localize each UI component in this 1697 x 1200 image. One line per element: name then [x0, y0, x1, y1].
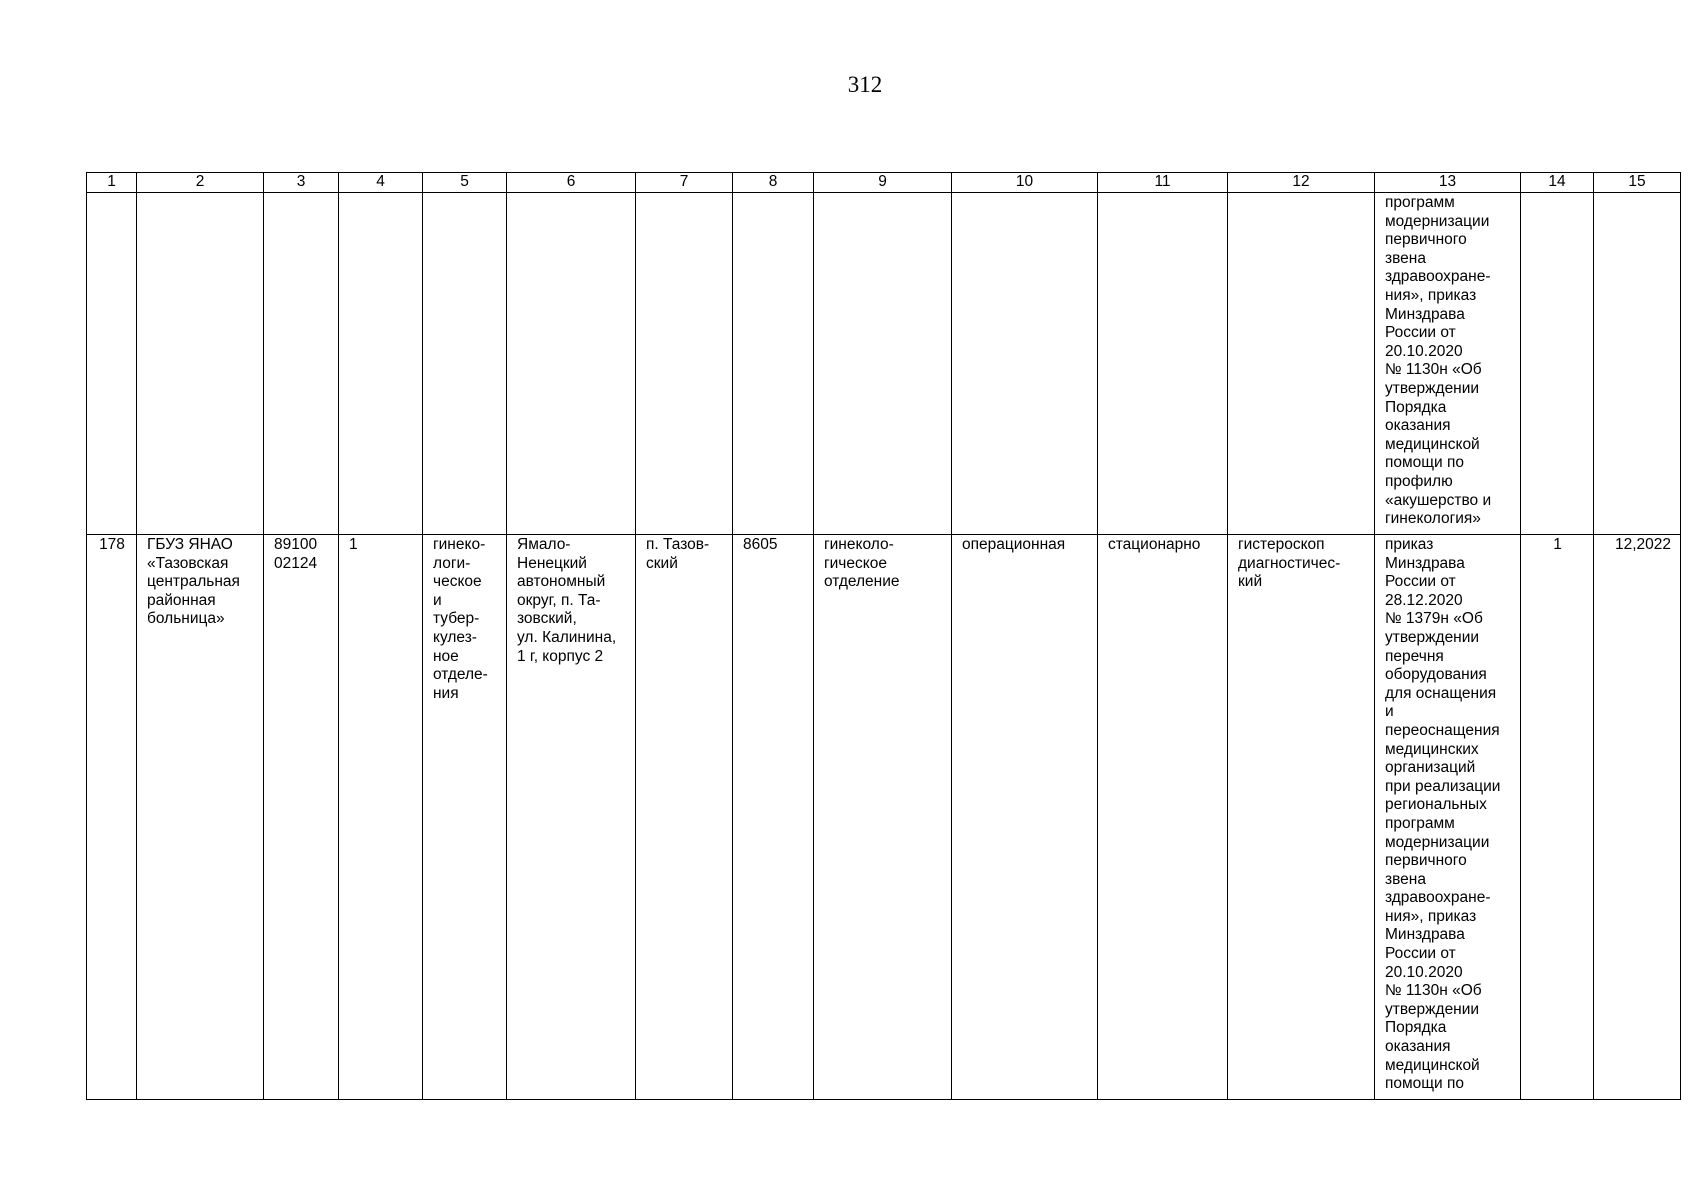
col-header-11: 11: [1098, 173, 1228, 193]
col-header-8: 8: [733, 173, 814, 193]
cell: [1098, 193, 1228, 535]
col-header-14: 14: [1521, 173, 1594, 193]
cell: [423, 193, 507, 535]
col-header-6: 6: [507, 173, 636, 193]
cell-legal-basis: программ модернизации первичного звена здравоохране- ния», приказ Минздрава России от 20.10.2020 № 1130н «Об утверждении Порядка оказания медицинской помощи по профилю «акушерство и гинекология»: [1375, 193, 1521, 535]
cell-settlement: п. Тазов- ский: [636, 535, 733, 1100]
cell-legal-basis: приказ Минздрава России от 28.12.2020 № 1379н «Об утверждении перечня оборудования для оснащения и переоснащения медицинских организаций при реализации региональных программ модернизации первичного звена здравоохране- ния», приказ Минздрава России от 20.10.2020 № 1130н «Об утверждении Порядка оказания медицинской помощи по: [1375, 535, 1521, 1100]
cell-care-type: стационарно: [1098, 535, 1228, 1100]
cell-equipment: гистероскоп диагностичес- кий: [1228, 535, 1375, 1100]
cell: [814, 193, 952, 535]
col-header-10: 10: [952, 173, 1098, 193]
col-header-5: 5: [423, 173, 507, 193]
cell: [87, 193, 137, 535]
cell-quantity: 1: [1521, 535, 1594, 1100]
cell-code: 89100 02124: [264, 535, 339, 1100]
page-number: 312: [847, 72, 883, 97]
cell-address: Ямало- Ненецкий автономный округ, п. Та- зовский, ул. Калинина, 1 г, корпус 2: [507, 535, 636, 1100]
col-header-12: 12: [1228, 173, 1375, 193]
equipment-table: [86, 172, 1681, 1100]
cell: [1521, 193, 1594, 535]
cell: [636, 193, 733, 535]
col-header-15: 15: [1594, 173, 1681, 193]
cell-row-number: 178: [87, 535, 137, 1100]
cell-unit: гинеколо- гическое отделение: [814, 535, 952, 1100]
col-header-1: 1: [87, 173, 137, 193]
cell: [507, 193, 636, 535]
col-header-9: 9: [814, 173, 952, 193]
cell-room: операционная: [952, 535, 1098, 1100]
col-header-13: 13: [1375, 173, 1521, 193]
column-number-row: [87, 173, 1681, 193]
table-row-continued: [87, 193, 1681, 535]
cell: [733, 193, 814, 535]
col-header-3: 3: [264, 173, 339, 193]
col-header-2: 2: [137, 173, 264, 193]
cell: [137, 193, 264, 535]
cell: [1594, 193, 1681, 535]
cell: [264, 193, 339, 535]
cell: [952, 193, 1098, 535]
table-row-178: [87, 535, 1681, 1100]
col-header-4: 4: [339, 173, 423, 193]
cell-department: гинеко- логи- ческое и тубер- кулез- ное отделе- ния: [423, 535, 507, 1100]
col-header-7: 7: [636, 173, 733, 193]
cell-count: 1: [339, 535, 423, 1100]
cell: [1228, 193, 1375, 535]
cell-organization: ГБУЗ ЯНАО «Тазовская центральная районная больница»: [137, 535, 264, 1100]
cell-code-8605: 8605: [733, 535, 814, 1100]
cell-date: 12,2022: [1594, 535, 1681, 1100]
cell: [339, 193, 423, 535]
